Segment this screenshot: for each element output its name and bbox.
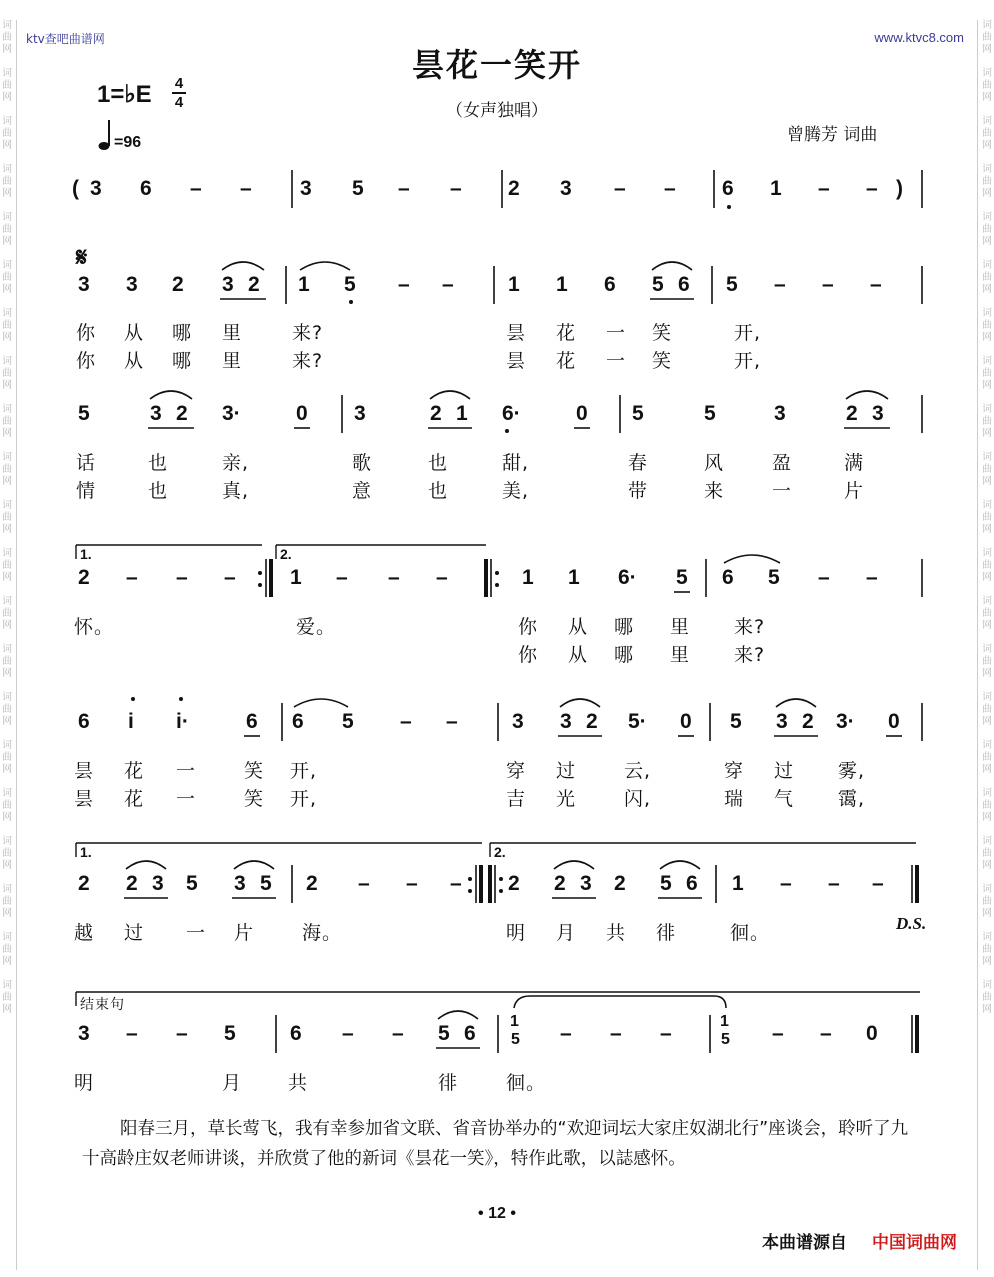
note: 5· xyxy=(628,710,647,733)
lyric: 笑 xyxy=(652,322,673,344)
note: 5 xyxy=(632,402,644,425)
lyric: 意 xyxy=(352,480,373,502)
slur xyxy=(300,262,350,270)
lyric: 月 xyxy=(222,1072,243,1094)
lyric: 开, xyxy=(734,322,762,344)
note: – xyxy=(780,872,792,895)
note: 3 xyxy=(300,177,312,200)
lyric: 哪 xyxy=(172,350,193,372)
note: – xyxy=(436,566,448,589)
note: 2 xyxy=(306,872,318,895)
lyric: 来? xyxy=(292,322,324,344)
lyric: 气 xyxy=(774,788,795,810)
note: 3· xyxy=(836,710,855,733)
note: 5 xyxy=(652,273,664,296)
note: 2 xyxy=(248,273,260,296)
lyric: 哪 xyxy=(614,644,635,666)
note: – xyxy=(446,710,458,733)
lyric: 满 xyxy=(844,452,865,474)
note: – xyxy=(358,872,370,895)
slur xyxy=(430,391,470,399)
lyric: 开, xyxy=(290,760,318,782)
note: 1 xyxy=(510,1013,519,1030)
note: 2 xyxy=(172,273,184,296)
note: – xyxy=(660,1022,672,1045)
note: – xyxy=(820,1022,832,1045)
note: – xyxy=(450,177,462,200)
note: 2 xyxy=(78,872,90,895)
note: – xyxy=(388,566,400,589)
note: – xyxy=(614,177,626,200)
note: 1 xyxy=(508,273,520,296)
note: 5 xyxy=(660,872,672,895)
slur xyxy=(776,699,816,707)
key-signature: 1=♭E xyxy=(97,81,152,108)
lyric: 也 xyxy=(148,452,169,474)
note: 6 xyxy=(292,710,304,733)
lyric: 昙 xyxy=(506,322,527,344)
note: 5 xyxy=(342,710,354,733)
note: – xyxy=(176,1022,188,1045)
lyric: 盈 xyxy=(772,452,793,474)
lyric: 徘 xyxy=(438,1072,459,1094)
lyric: 光 xyxy=(556,788,577,810)
tempo-marking: =96 xyxy=(114,134,142,151)
lyric: 里 xyxy=(670,616,691,638)
repeat-dot xyxy=(499,877,503,881)
note: 5 xyxy=(186,872,198,895)
note: – xyxy=(176,566,188,589)
slur xyxy=(126,861,166,869)
lyric: 来? xyxy=(734,616,766,638)
lyric: 越 xyxy=(74,922,95,944)
note: – xyxy=(398,273,410,296)
lyric: 花 xyxy=(124,788,145,810)
song-title: 昙花一笑开 xyxy=(411,46,582,84)
lyric: 从 xyxy=(124,322,145,344)
note: – xyxy=(664,177,676,200)
note: 0 xyxy=(866,1022,878,1045)
note: – xyxy=(190,177,202,200)
lower-octave-dot xyxy=(727,205,731,209)
note: 6 xyxy=(722,177,734,200)
note: 3 xyxy=(580,872,592,895)
note: i· xyxy=(176,710,189,733)
lyric: 从 xyxy=(568,644,589,666)
lyric: 花 xyxy=(124,760,145,782)
repeat-dot xyxy=(258,583,262,587)
note: 2 xyxy=(176,402,188,425)
lyric: 一 xyxy=(606,322,627,344)
note: 6 xyxy=(464,1022,476,1045)
source-label: 本曲谱源自 xyxy=(762,1233,847,1253)
chord-lower-note: 5 xyxy=(721,1031,730,1048)
lower-octave-dot xyxy=(505,429,509,433)
note: – xyxy=(126,566,138,589)
note: 6 xyxy=(722,566,734,589)
note: 3 xyxy=(90,177,102,200)
note: 3 xyxy=(512,710,524,733)
lyric: 花 xyxy=(556,322,577,344)
lyric: 你 xyxy=(76,350,97,372)
repeat-dot xyxy=(258,571,262,575)
note: 3 xyxy=(222,273,234,296)
note: – xyxy=(342,1022,354,1045)
lyric: 海。 xyxy=(302,922,343,944)
repeat-dot xyxy=(468,889,472,893)
note: 3 xyxy=(78,1022,90,1045)
lyric: 里 xyxy=(222,322,243,344)
lyric: 春 xyxy=(628,452,649,474)
note: 1 xyxy=(456,402,468,425)
note: 5 xyxy=(768,566,780,589)
slur xyxy=(222,262,264,270)
lyric: 雾, xyxy=(838,760,866,782)
note: – xyxy=(392,1022,404,1045)
repeat-dot xyxy=(468,877,472,881)
note: – xyxy=(126,1022,138,1045)
lyric: 一 xyxy=(176,788,197,810)
slur xyxy=(554,861,594,869)
lyric: 里 xyxy=(222,350,243,372)
note: 6 xyxy=(78,710,90,733)
note: – xyxy=(406,872,418,895)
lower-octave-dot xyxy=(349,300,353,304)
note: 3· xyxy=(222,402,241,425)
meter-bottom: 4 xyxy=(174,94,184,111)
note: 5 xyxy=(78,402,90,425)
note: – xyxy=(442,273,454,296)
lyric: 片 xyxy=(234,922,255,944)
note: – xyxy=(240,177,252,200)
volta-first-ending-number: 1. xyxy=(80,844,92,860)
lyric: 亲, xyxy=(222,452,250,474)
lyric: 怀。 xyxy=(74,616,115,638)
lyric: 徊。 xyxy=(730,922,771,944)
lyric: 开, xyxy=(734,350,762,372)
note: – xyxy=(866,177,878,200)
lyric: 明 xyxy=(506,922,527,944)
note: 2 xyxy=(430,402,442,425)
volta-second-ending-number: 2. xyxy=(494,844,506,860)
dal-segno-mark: D.S. xyxy=(896,914,927,933)
note: – xyxy=(818,566,830,589)
lyric: 风 xyxy=(704,452,725,474)
note: 6 xyxy=(290,1022,302,1045)
note: – xyxy=(400,710,412,733)
lyric: 一 xyxy=(772,480,793,502)
lyric: 来 xyxy=(704,480,725,502)
lyric: 甜, xyxy=(502,452,530,474)
side-watermark-right: 词 曲 网 词 曲 网 词 曲 网 词 曲 网 词 曲 网 词 曲 网 词 曲 网 词 曲 网 词 曲 网 词 曲 网 词 曲 网 词 曲 网 词 曲 网 词 曲 网 词 曲 网 词 曲 网 词 曲 网 词 曲 网 词 曲 网 词 曲 网 词 曲 网 xyxy=(982,20,992,1015)
lyric: 过 xyxy=(774,760,795,782)
lyric: 笑 xyxy=(244,760,265,782)
note: 5 xyxy=(730,710,742,733)
note: 2 xyxy=(846,402,858,425)
lyric: 过 xyxy=(556,760,577,782)
lyric: 瑞 xyxy=(724,788,745,810)
lyric: 吉 xyxy=(506,788,527,810)
lyric: 哪 xyxy=(172,322,193,344)
repeat-dot xyxy=(499,889,503,893)
note: 5 xyxy=(676,566,688,589)
lyric: 也 xyxy=(428,452,449,474)
source-site: 中国词曲网 xyxy=(872,1233,957,1253)
lyric: 真, xyxy=(222,480,250,502)
lyric: 明 xyxy=(74,1072,95,1094)
meter-top: 4 xyxy=(174,75,184,92)
lyric: 昙 xyxy=(74,788,95,810)
lyric: 闪, xyxy=(624,788,652,810)
lyric: 过 xyxy=(124,922,145,944)
note: 5 xyxy=(224,1022,236,1045)
slur xyxy=(294,699,348,707)
note: ( xyxy=(72,177,79,200)
lyric: 云, xyxy=(624,760,652,782)
note: 6 xyxy=(678,273,690,296)
note: 2 xyxy=(126,872,138,895)
lyric: 歌 xyxy=(352,452,373,474)
note: 1 xyxy=(720,1013,729,1030)
note: 0 xyxy=(576,402,588,425)
note: – xyxy=(822,273,834,296)
note: 1 xyxy=(290,566,302,589)
note: 3 xyxy=(150,402,162,425)
note: 0 xyxy=(680,710,692,733)
segno-sign: 𝄋 xyxy=(76,242,88,272)
lyric: 一 xyxy=(176,760,197,782)
lyric: 你 xyxy=(76,322,97,344)
lyric: 穿 xyxy=(724,760,745,782)
lyric: 美, xyxy=(502,480,530,502)
note: 3 xyxy=(234,872,246,895)
chord-lower-note: 5 xyxy=(511,1031,520,1048)
note: – xyxy=(398,177,410,200)
watermark-left: ktv查吧曲谱网 xyxy=(26,32,105,46)
note: 2 xyxy=(554,872,566,895)
lyric: 一 xyxy=(606,350,627,372)
volta-second-ending-number: 2. xyxy=(280,546,292,562)
note: 3 xyxy=(126,273,138,296)
lyric: 笑 xyxy=(652,350,673,372)
lyric: 里 xyxy=(670,644,691,666)
note: 1 xyxy=(770,177,782,200)
note: 3 xyxy=(872,402,884,425)
note: – xyxy=(866,566,878,589)
note: ) xyxy=(896,177,903,200)
note: 2 xyxy=(508,872,520,895)
slur xyxy=(660,861,700,869)
lyric: 徊。 xyxy=(506,1072,547,1094)
repeat-dot xyxy=(495,583,499,587)
note: 0 xyxy=(296,402,308,425)
lyric: 片 xyxy=(844,480,865,502)
note: 6· xyxy=(618,566,637,589)
volta-first-ending-number: 1. xyxy=(80,546,92,562)
note: – xyxy=(772,1022,784,1045)
song-subtitle: （女声独唱） xyxy=(446,101,548,121)
lyric: 一 xyxy=(186,922,207,944)
note: – xyxy=(818,177,830,200)
composer-credit: 曾腾芳 词曲 xyxy=(787,125,878,145)
slur xyxy=(652,262,692,270)
upper-octave-dot xyxy=(131,697,135,701)
note: 3 xyxy=(776,710,788,733)
lyric: 开, xyxy=(290,788,318,810)
note: 3 xyxy=(354,402,366,425)
note: – xyxy=(560,1022,572,1045)
lyric: 昙 xyxy=(506,350,527,372)
note: 1 xyxy=(556,273,568,296)
page-number: • 12 • xyxy=(478,1205,516,1222)
note: – xyxy=(870,273,882,296)
note: 0 xyxy=(888,710,900,733)
note: 3 xyxy=(78,273,90,296)
lyric: 从 xyxy=(124,350,145,372)
lyric: 你 xyxy=(518,616,539,638)
lyric: 月 xyxy=(556,922,577,944)
slur xyxy=(724,555,780,563)
note: 6 xyxy=(686,872,698,895)
note: 5 xyxy=(260,872,272,895)
lyric: 昙 xyxy=(74,760,95,782)
note: 2 xyxy=(508,177,520,200)
lyric: 共 xyxy=(606,922,627,944)
lyric: 从 xyxy=(568,616,589,638)
note: 1 xyxy=(298,273,310,296)
slur xyxy=(846,391,888,399)
note: 6 xyxy=(246,710,258,733)
note: 6 xyxy=(604,273,616,296)
lyric: 哪 xyxy=(614,616,635,638)
slur xyxy=(438,1011,478,1019)
composer-note: 阳春三月，草长莺飞，我有幸参加省文联、省音协举办的“欢迎词坛大家庄奴湖北行”座谈会，聆听了九十高龄庄奴老师讲谈，并欣赏了他的新词《昙花一笑》，特作此歌，以誌感怀。 xyxy=(82,1119,909,1169)
note: – xyxy=(774,273,786,296)
note: 2 xyxy=(586,710,598,733)
lyric: 也 xyxy=(428,480,449,502)
note: 2 xyxy=(802,710,814,733)
lyric: 话 xyxy=(76,452,97,474)
note: – xyxy=(336,566,348,589)
lyric: 笑 xyxy=(244,788,265,810)
lyric: 徘 xyxy=(656,922,677,944)
lyric: 爱。 xyxy=(296,616,337,638)
note: 6· xyxy=(502,402,521,425)
note: 1 xyxy=(732,872,744,895)
note: 3 xyxy=(774,402,786,425)
note: 5 xyxy=(352,177,364,200)
note: 5 xyxy=(438,1022,450,1045)
note: 2 xyxy=(614,872,626,895)
note: 3 xyxy=(152,872,164,895)
lyric: 也 xyxy=(148,480,169,502)
lyric: 带 xyxy=(628,480,649,502)
note: 3 xyxy=(560,177,572,200)
note: 5 xyxy=(704,402,716,425)
note: – xyxy=(610,1022,622,1045)
upper-octave-dot xyxy=(179,697,183,701)
note: 1 xyxy=(568,566,580,589)
note: 2 xyxy=(78,566,90,589)
slur xyxy=(150,391,192,399)
tie xyxy=(514,996,726,1008)
note: 5 xyxy=(344,273,356,296)
coda-label: 结束句 xyxy=(80,997,125,1013)
watermark-right: www.ktvc8.com xyxy=(874,30,964,45)
lyric: 来? xyxy=(292,350,324,372)
note: i xyxy=(128,710,134,733)
side-watermark-left: 词 曲 网 词 曲 网 词 曲 网 词 曲 网 词 曲 网 词 曲 网 词 曲 网 词 曲 网 词 曲 网 词 曲 网 词 曲 网 词 曲 网 词 曲 网 词 曲 网 词 曲 网 词 曲 网 词 曲 网 词 曲 网 词 曲 网 词 曲 网 词 曲 网 xyxy=(2,20,12,1015)
note: 6 xyxy=(140,177,152,200)
lyric: 共 xyxy=(288,1072,309,1094)
lyric: 情 xyxy=(76,480,97,502)
note: – xyxy=(828,872,840,895)
slur xyxy=(560,699,600,707)
lyric: 来? xyxy=(734,644,766,666)
lyric: 你 xyxy=(518,644,539,666)
lyric: 花 xyxy=(556,350,577,372)
repeat-dot xyxy=(495,571,499,575)
note: – xyxy=(450,872,462,895)
note: – xyxy=(224,566,236,589)
lyric: 穿 xyxy=(506,760,527,782)
note: 5 xyxy=(726,273,738,296)
note: 1 xyxy=(522,566,534,589)
note: 3 xyxy=(560,710,572,733)
note: – xyxy=(872,872,884,895)
slur xyxy=(234,861,274,869)
lyric: 霭, xyxy=(838,788,866,810)
